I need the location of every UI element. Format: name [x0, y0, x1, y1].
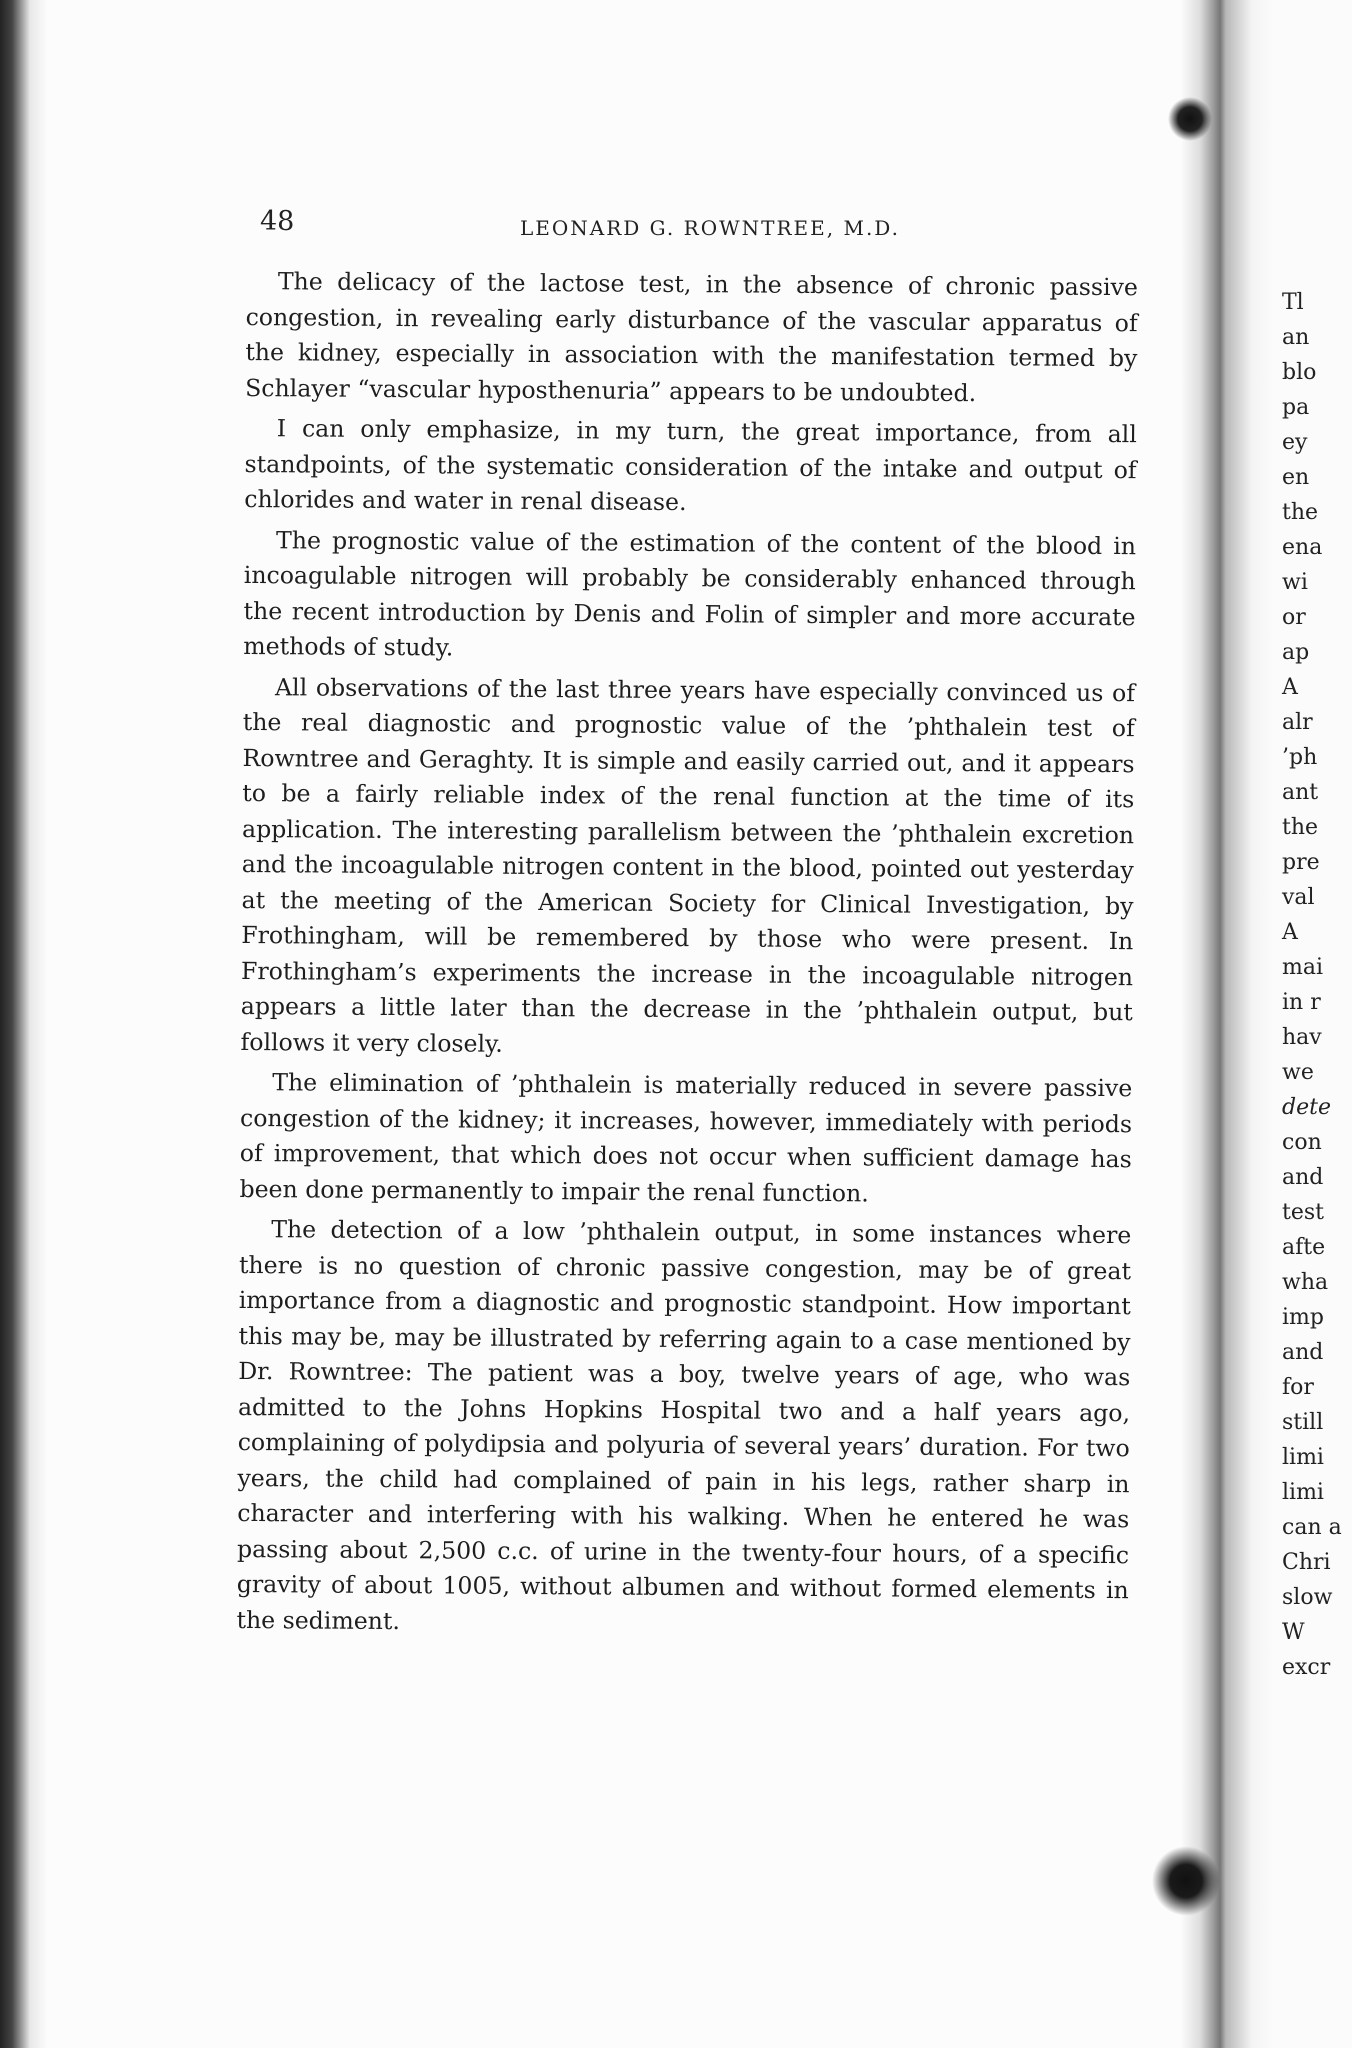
paragraph: I can only emphasize, in my turn, the great importance, from all standpoints, of the systematic consideration of the intake and output of chlorides and water in renal disease. — [244, 414, 1137, 517]
facing-page-line: ant — [1282, 780, 1319, 805]
paragraph: The elimination of ’phthalein is materially reduced in severe passive congestion of the kidney; it increases, however, immediately with periods of improvement, that which does not occur when sufficient damage has been done permanently to impair the renal function. — [239, 1068, 1133, 1207]
paragraph: The detection of a low ’phthalein output, in some instances where there is no question of chronic passive congestion, may be of great importance from a diagnostic and prognostic standpoint. How important this may be, may be illustrated by referring again to a case mentioned by Dr. Rowntree: The patient was a boy, twelve years of age, who was admitted to the Johns Hopkins Hospital two and a half years ago, complaining of polydipsia and polyuria of several years’ duration. For two years, the child had complained of pain in his legs, rather sharp in character and interfering with his walking. When he entered he was passing about 2,500 c.c. of urine in the twenty-four hours, of a specific gravity of about 1005, without albumen and without formed elements in the sediment. — [236, 1215, 1132, 1635]
facing-page-line: the — [1282, 815, 1319, 840]
facing-page-line: or — [1282, 605, 1306, 630]
facing-page-line: pa — [1282, 395, 1310, 420]
facing-page-line: A — [1282, 920, 1298, 945]
facing-page-line: W — [1282, 1620, 1305, 1645]
facing-page-line: en — [1282, 465, 1310, 490]
facing-page-line: in r — [1282, 990, 1321, 1015]
facing-page-line: wha — [1282, 1270, 1329, 1295]
facing-page-line: wi — [1282, 570, 1308, 595]
facing-page-line: val — [1282, 885, 1315, 910]
facing-page-line: the — [1282, 500, 1319, 525]
facing-page-line: an — [1282, 325, 1310, 350]
facing-page-line: A — [1282, 675, 1298, 700]
facing-page-line: ’ph — [1282, 745, 1318, 770]
facing-page-line: for — [1282, 1375, 1314, 1400]
facing-page-line: blo — [1282, 360, 1317, 385]
ink-blot-top — [1166, 92, 1226, 152]
paragraph: The prognostic value of the estimation of the content of the blood in incoagulable nitrogen will probably be considerably enhanced through the recent introduction by Denis and Folin of simpler and more accurate methods of study. — [243, 525, 1137, 662]
running-head-title: LEONARD G. ROWNTREE, M.D. — [520, 216, 900, 240]
facing-page-line: ap — [1282, 640, 1310, 665]
facing-page-line: con — [1282, 1130, 1322, 1155]
body-text — [236, 264, 1138, 1649]
paragraph: The delicacy of the lactose test, in the absence of chronic passive congestion, in revealing early disturbance of the vascular apparatus of the kidney, especially in association with the manifestation termed by Schlayer “vascular hyposthenuria” appears to be undoubted. — [245, 267, 1138, 407]
paragraph: All observations of the last three years have especially convinced us of the real diagnostic and prognostic value of the ’phthalein test of Rowntree and Geraghty. It is simple and easily carried out, and it appears to be a fairly reliable index of the renal function at the time of its application. The interesting parallelism between the ’phthalein excretion and the incoagulable nitrogen content in the blood, pointed out yesterday at the meeting of the American Society for Clinical Investigation, by Frothingham, will be remembered by those who were present. In Frothingham’s experiments the increase in the incoagulable nitrogen appears a little later than the decrease in the ’phthalein output, but follows it very closely. — [240, 672, 1136, 1058]
page-number: 48 — [260, 206, 295, 237]
facing-page-line: and — [1282, 1165, 1324, 1190]
facing-page-line: Chri — [1282, 1550, 1331, 1575]
facing-page-line: can a — [1282, 1515, 1342, 1540]
facing-page-line: slow — [1282, 1585, 1333, 1610]
facing-page-line: afte — [1282, 1235, 1326, 1260]
facing-page-line: still — [1282, 1410, 1324, 1435]
facing-page-line: and — [1282, 1340, 1324, 1365]
facing-page-line: we — [1282, 1060, 1314, 1085]
ink-blot-bottom — [1150, 1836, 1230, 1926]
book-left-edge — [0, 0, 46, 2048]
facing-page-line: pre — [1282, 850, 1320, 875]
facing-page-edge — [1272, 0, 1352, 2048]
facing-page-line: excr — [1282, 1655, 1331, 1680]
facing-page-line: limi — [1282, 1480, 1324, 1505]
facing-page-line: hav — [1282, 1025, 1322, 1050]
book-gutter — [1182, 0, 1272, 2048]
facing-page-text — [1282, 285, 1342, 1685]
facing-page-line: ena — [1282, 535, 1323, 560]
facing-page-line: ey — [1282, 430, 1308, 455]
facing-page-line: limi — [1282, 1445, 1324, 1470]
facing-page-line: Tl — [1282, 290, 1304, 315]
facing-page-line: mai — [1282, 955, 1324, 980]
facing-page-line: alr — [1282, 710, 1313, 735]
facing-page-line: dete — [1282, 1095, 1331, 1120]
running-head — [260, 206, 1140, 246]
facing-page-line: imp — [1282, 1305, 1324, 1330]
facing-page-line: test — [1282, 1200, 1324, 1225]
